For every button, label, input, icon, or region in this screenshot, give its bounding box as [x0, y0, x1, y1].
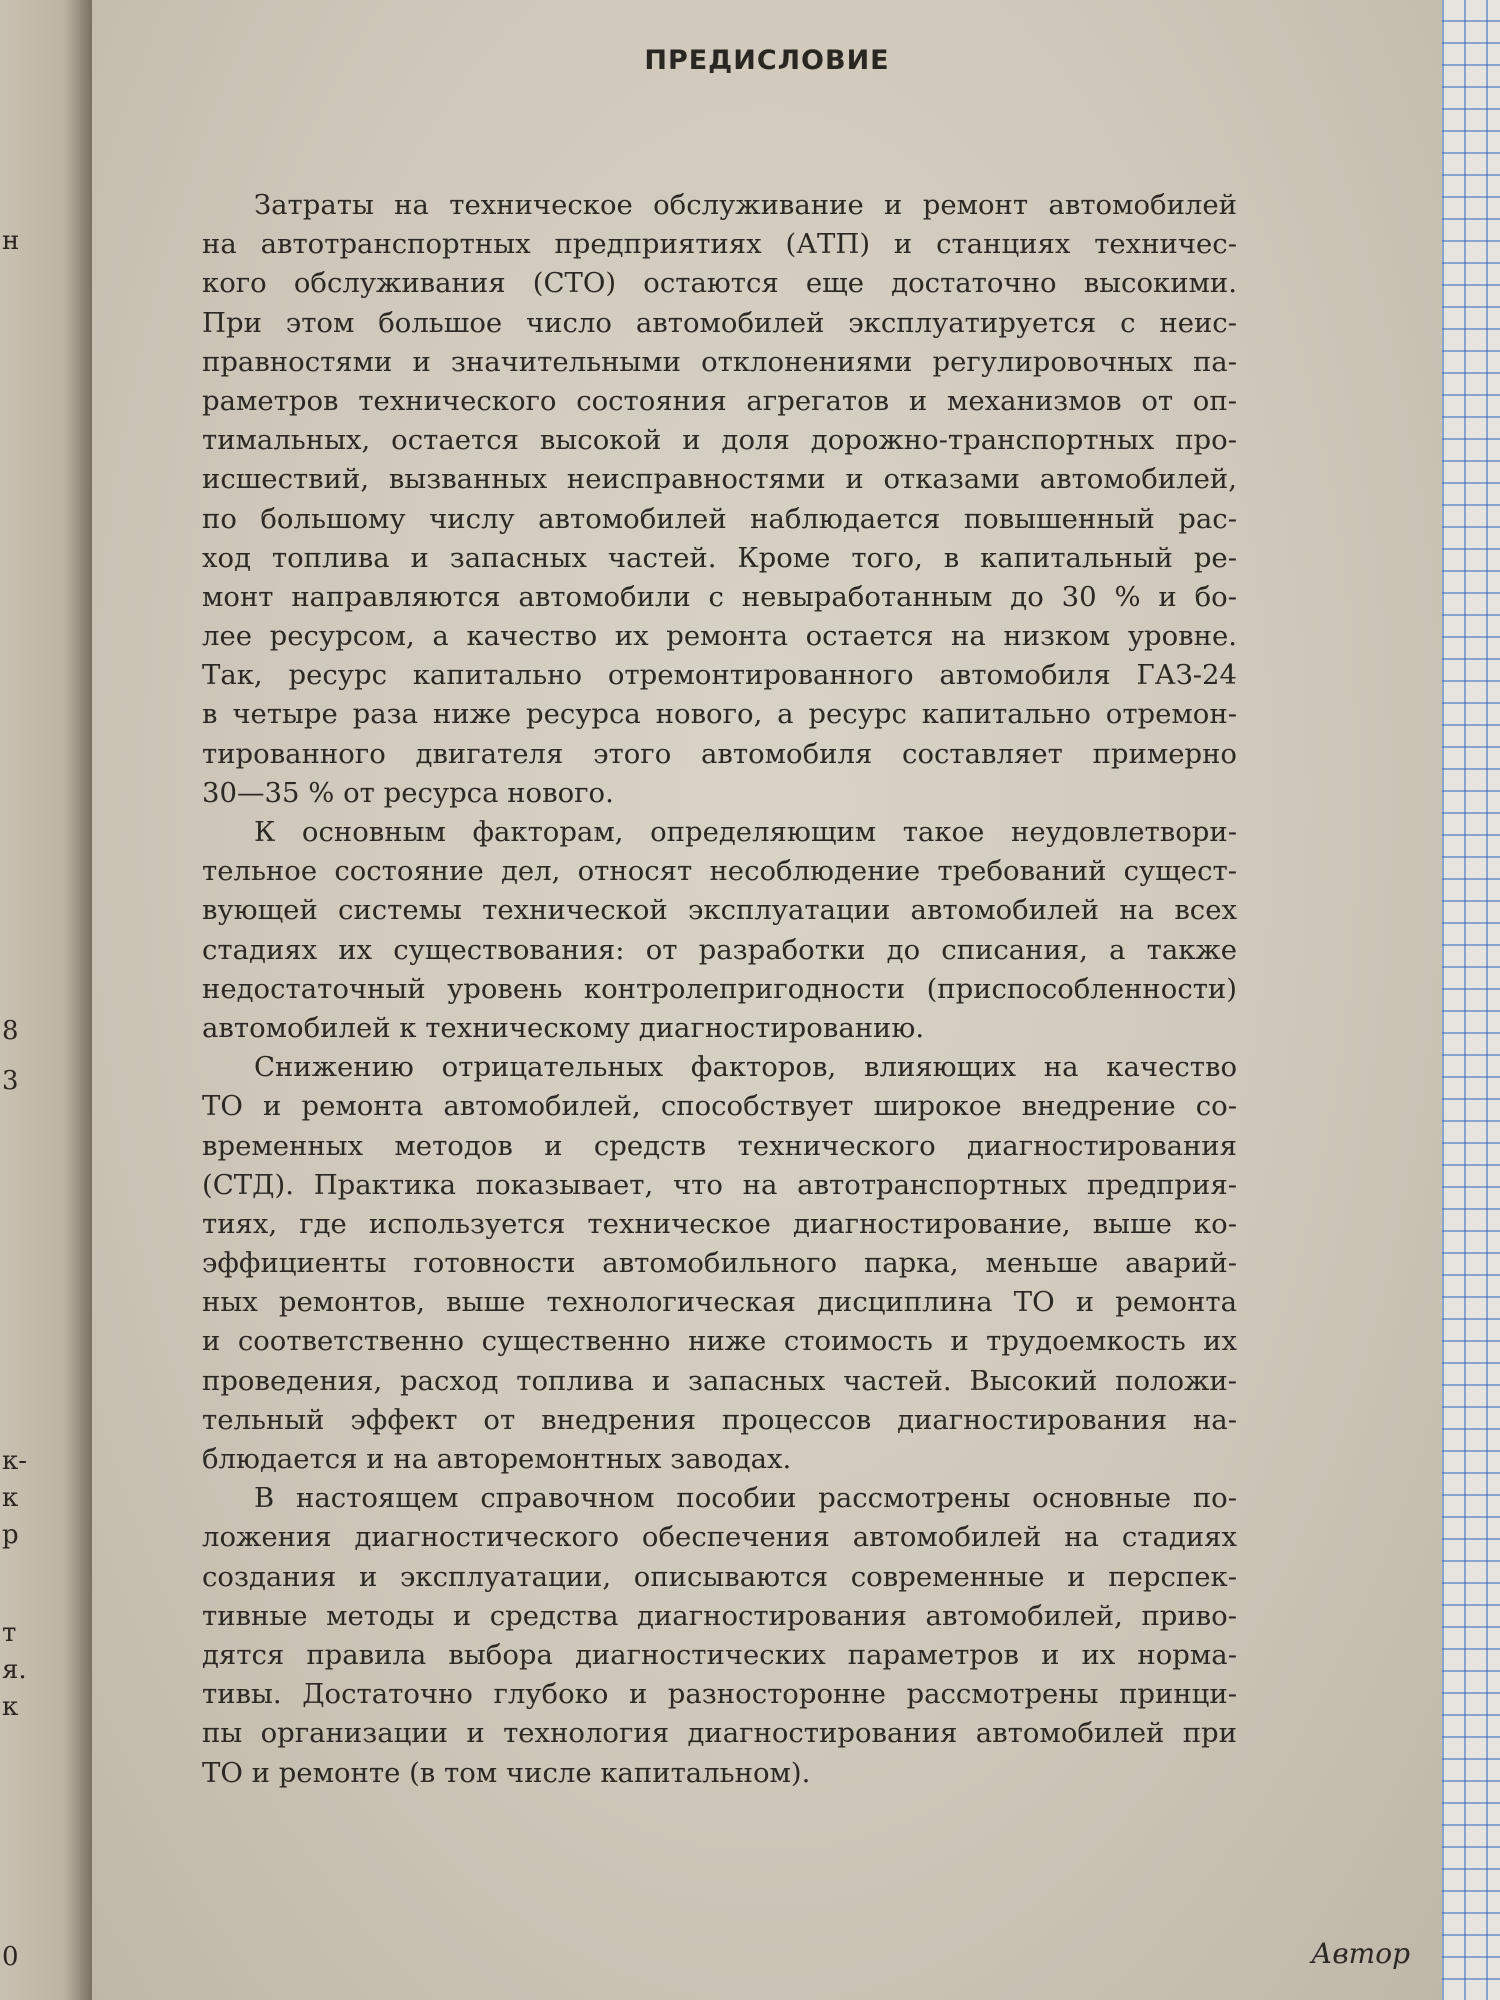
text-line: пы организации и технология диагностирования автомобилей при [202, 1717, 1237, 1750]
text-line: эффициенты готовности автомобильного парка, меньше аварий- [202, 1247, 1237, 1280]
text-line: ложения диагностического обеспечения автомобилей на стадиях [202, 1521, 1237, 1554]
text-line: временных методов и средств технического диагностирования [202, 1129, 1237, 1162]
text-line: тельное состояние дел, относят несоблюдение требований сущест- [202, 855, 1237, 888]
text-line: вующей системы технической эксплуатации автомобилей на всех [202, 894, 1237, 927]
text-line: по большому числу автомобилей наблюдается повышенный рас- [202, 502, 1237, 535]
text-line: тельный эффект от внедрения процессов диагностирования на- [202, 1403, 1237, 1436]
text-line: на автотранспортных предприятиях (АТП) и станциях техничес- [202, 228, 1237, 261]
book-page [92, 0, 1442, 2000]
text-line: автомобилей к техническому диагностированию. [202, 1011, 925, 1044]
left-fragment: я. [2, 1655, 27, 1685]
text-line: создания и эксплуатации, описываются современные и перспек- [202, 1560, 1237, 1593]
previous-page-edge [0, 0, 92, 2000]
grid-notebook-edge [1442, 0, 1500, 2000]
text-line: К основным факторам, определяющим такое неудовлетвори- [254, 816, 1237, 848]
left-fragment: 8 [2, 1016, 19, 1046]
left-fragment: р [2, 1520, 19, 1550]
text-line: В настоящем справочном пособии рассмотрены основные по- [254, 1482, 1237, 1515]
text-line: ТО и ремонте (в том числе капитальном). [202, 1756, 811, 1789]
text-line: ных ремонтов, выше технологическая дисциплина ТО и ремонта [202, 1286, 1237, 1319]
left-fragment: к [2, 1692, 19, 1722]
text-line: Снижению отрицательных факторов, влияющих на качество [254, 1051, 1237, 1084]
text-line: лее ресурсом, а качество их ремонта остается на низком уровне. [202, 620, 1237, 653]
text-line: тированного двигателя этого автомобиля составляет примерно [202, 737, 1237, 770]
text-line: кого обслуживания (СТО) остаются еще достаточно высокими. [202, 267, 1237, 300]
text-line: правностями и значительными отклонениями регулировочных па- [202, 345, 1237, 378]
text-line: и соответственно существенно ниже стоимость и трудоемкость их [202, 1325, 1237, 1358]
text-line: (СТД). Практика показывает, что на автотранспортных предприя- [202, 1168, 1237, 1201]
text-line: тиях, где используется техническое диагностирование, выше ко- [202, 1207, 1237, 1240]
text-line: тимальных, остается высокой и доля дорожно-транспортных про- [202, 424, 1237, 457]
left-fragment: 3 [2, 1066, 19, 1096]
text-line: монт направляются автомобили с невыработанным до 30 % и бо- [202, 580, 1237, 613]
text-line: блюдается и на авторемонтных заводах. [202, 1443, 792, 1475]
text-line: в четыре раза ниже ресурса нового, а ресурс капитально отремон- [202, 698, 1237, 731]
text-line: ход топлива и запасных частей. Кроме того, в капитальный ре- [202, 541, 1237, 574]
text-line: ТО и ремонта автомобилей, способствует широкое внедрение со- [202, 1090, 1237, 1123]
text-line: 30—35 % от ресурса нового. [202, 776, 614, 809]
text-line: тивы. Достаточно глубоко и разносторонне рассмотрены принци- [202, 1678, 1237, 1711]
page-title: ПРЕДИСЛОВИЕ [644, 45, 890, 76]
text-line: Так, ресурс капитально отремонтированного автомобиля ГАЗ-24 [202, 659, 1237, 692]
text-line: Затраты на техническое обслуживание и ремонт автомобилей [254, 189, 1237, 221]
text-line: дятся правила выбора диагностических параметров и их норма- [202, 1638, 1237, 1671]
text-line: тивные методы и средства диагностирования автомобилей, приво- [202, 1599, 1237, 1632]
signature-author: Автор [1311, 1937, 1410, 1970]
text-line: стадиях их существования: от разработки до списания, а также [202, 933, 1237, 966]
text-line: проведения, расход топлива и запасных частей. Высокий положи- [202, 1364, 1237, 1397]
left-fragment: к [2, 1483, 19, 1513]
text-line: При этом большое число автомобилей эксплуатируется с неис- [202, 306, 1237, 339]
text-line: исшествий, вызванных неисправностями и отказами автомобилей, [202, 463, 1237, 496]
left-fragment: т [2, 1618, 17, 1648]
left-fragment: к- [2, 1446, 28, 1476]
left-fragment: н [2, 226, 20, 256]
text-line: недостаточный уровень контролепригодности (приспособленности) [202, 972, 1237, 1005]
text-line: раметров технического состояния агрегатов и механизмов от оп- [202, 384, 1237, 417]
left-fragment: 0 [2, 1942, 19, 1972]
preface-text [202, 186, 1237, 1793]
